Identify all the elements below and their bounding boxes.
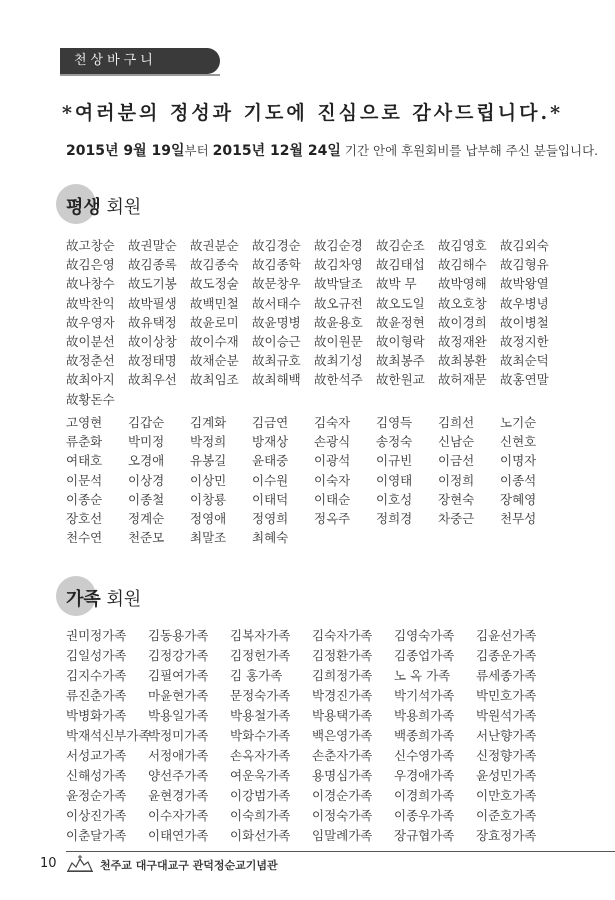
member-name: 정영희 bbox=[252, 510, 289, 526]
member-name: 신현호 bbox=[500, 434, 537, 450]
lifetime-section-title bbox=[66, 193, 141, 219]
section-banner bbox=[60, 48, 220, 74]
member-name: 이강범가족 bbox=[230, 788, 291, 803]
footer-organization: 천주교 대구대교구 관덕정순교기념관 bbox=[100, 859, 278, 872]
period-description bbox=[66, 140, 599, 160]
member-name: 故우영자 bbox=[66, 314, 115, 330]
member-name: 이상경 bbox=[128, 472, 165, 488]
member-name: 故백민철 bbox=[190, 295, 239, 311]
member-name: 김일성가족 bbox=[66, 648, 127, 663]
member-name: 이태순 bbox=[314, 491, 351, 507]
member-name: 故최순덕 bbox=[500, 353, 549, 369]
member-name: 故김해수 bbox=[438, 257, 487, 273]
member-name: 故김태섭 bbox=[376, 257, 425, 273]
member-name: 故이경희 bbox=[438, 314, 487, 330]
member-name: 故문창우 bbox=[252, 276, 301, 292]
member-name: 천무성 bbox=[500, 510, 537, 526]
member-name: 이종순 bbox=[66, 491, 103, 507]
member-name: 장현숙 bbox=[438, 491, 475, 507]
member-name: 정계순 bbox=[128, 510, 165, 526]
member-name: 故오호창 bbox=[438, 295, 487, 311]
family-title-rest: 회원 bbox=[100, 589, 142, 610]
member-name: 故김외숙 bbox=[500, 238, 549, 253]
footer-divider bbox=[66, 851, 615, 852]
member-name: 정영애 bbox=[190, 510, 227, 526]
start-date: 2015년 9월 19일 bbox=[66, 143, 185, 159]
member-name: 이경희가족 bbox=[394, 788, 455, 803]
member-name: 故허재문 bbox=[438, 372, 487, 388]
member-name: 故서태수 bbox=[252, 295, 301, 311]
member-name: 용명심가족 bbox=[312, 768, 373, 783]
member-name: 고영현 bbox=[66, 415, 103, 430]
member-name: 故김차영 bbox=[314, 257, 363, 273]
member-name: 이태덕 bbox=[252, 491, 289, 507]
member-name: 임말례가족 bbox=[312, 828, 373, 843]
member-name: 손옥자가족 bbox=[230, 748, 291, 763]
subtitle-rest: 기간 안에 후원회비를 납부해 주신 분들입니다. bbox=[340, 143, 599, 158]
member-name: 故김종숙 bbox=[190, 257, 239, 273]
member-name: 이금선 bbox=[438, 453, 475, 469]
member-name: 권미정가족 bbox=[66, 628, 127, 643]
member-name: 故한원교 bbox=[376, 372, 425, 388]
member-name: 이정숙가족 bbox=[312, 808, 373, 823]
family-section-header bbox=[56, 576, 256, 616]
member-name: 故오도일 bbox=[376, 295, 425, 311]
member-name: 윤태중 bbox=[252, 453, 289, 469]
member-name: 이준호가족 bbox=[476, 808, 537, 823]
member-name: 김정강가족 bbox=[148, 648, 209, 663]
member-name: 김숙자가족 bbox=[312, 628, 373, 643]
member-name: 이정희 bbox=[438, 472, 475, 488]
member-name: 이호성 bbox=[376, 491, 413, 507]
member-name: 장혜영 bbox=[500, 491, 537, 507]
member-name: 박기석가족 bbox=[394, 688, 455, 703]
member-name: 김숙자 bbox=[314, 415, 351, 430]
member-name: 김 홍가족 bbox=[230, 668, 283, 683]
member-name: 노 옥 가족 bbox=[394, 668, 451, 683]
member-name: 故이수재 bbox=[190, 333, 239, 349]
member-name: 마윤현가족 bbox=[148, 688, 209, 703]
member-name: 김종운가족 bbox=[476, 648, 537, 663]
member-name: 이춘달가족 bbox=[66, 828, 127, 843]
member-name: 이상진가족 bbox=[66, 808, 127, 823]
member-name: 방재상 bbox=[252, 434, 289, 450]
member-name: 신수영가족 bbox=[394, 748, 455, 763]
member-name: 이수자가족 bbox=[148, 808, 209, 823]
member-name: 故홍연말 bbox=[500, 372, 549, 388]
member-name: 정희경 bbox=[376, 510, 413, 526]
member-name: 송정숙 bbox=[376, 434, 413, 450]
member-name: 故오규전 bbox=[314, 295, 363, 311]
member-name: 신남순 bbox=[438, 434, 475, 450]
member-name: 서정애가족 bbox=[148, 748, 209, 763]
member-name: 故이원문 bbox=[314, 333, 363, 349]
member-name: 박용택가족 bbox=[312, 708, 373, 723]
member-name: 윤정순가족 bbox=[66, 788, 127, 803]
member-name: 백종희가족 bbox=[394, 728, 455, 743]
member-name: 이종우가족 bbox=[394, 808, 455, 823]
member-name: 故정태명 bbox=[128, 353, 177, 369]
member-name: 류춘화 bbox=[66, 434, 103, 450]
member-name: 故한석주 bbox=[314, 372, 363, 388]
member-name: 박정미가족 bbox=[148, 728, 209, 743]
member-name: 이경순가족 bbox=[312, 788, 373, 803]
member-name: 장호선 bbox=[66, 510, 103, 526]
member-name: 류세종가족 bbox=[476, 668, 537, 683]
lifetime-member-list bbox=[66, 413, 562, 547]
member-name: 김갑순 bbox=[128, 415, 165, 430]
member-name: 장효정가족 bbox=[476, 828, 537, 843]
member-name: 故박 무 bbox=[376, 276, 417, 292]
member-name: 김희선 bbox=[438, 415, 475, 430]
member-name: 故최기성 bbox=[314, 353, 363, 369]
member-name: 박화수가족 bbox=[230, 728, 291, 743]
member-name: 故윤정현 bbox=[376, 314, 425, 330]
banner-underline bbox=[60, 74, 220, 76]
member-name: 故고창순 bbox=[66, 238, 115, 253]
member-name: 천준모 bbox=[128, 530, 165, 546]
member-name: 양선주가족 bbox=[148, 768, 209, 783]
member-name: 이종철 bbox=[128, 491, 165, 507]
member-name: 故정춘선 bbox=[66, 353, 115, 369]
member-name: 故황돈수 bbox=[66, 391, 115, 407]
member-name: 김희정가족 bbox=[312, 668, 373, 683]
member-name: 박경진가족 bbox=[312, 688, 373, 703]
member-name: 故윤명병 bbox=[252, 314, 301, 330]
member-name: 故정지한 bbox=[500, 333, 549, 349]
member-name: 故김순경 bbox=[314, 238, 363, 253]
member-name: 윤성민가족 bbox=[476, 768, 537, 783]
member-name: 故최해백 bbox=[252, 372, 301, 388]
member-name: 신해성가족 bbox=[66, 768, 127, 783]
thanks-heading: *여러분의 정성과 기도에 진심으로 감사드립니다.* bbox=[62, 102, 564, 124]
member-name: 최혜숙 bbox=[252, 530, 289, 546]
member-name: 故박왕열 bbox=[500, 276, 549, 292]
family-member-list bbox=[66, 626, 558, 846]
member-name: 박용일가족 bbox=[148, 708, 209, 723]
family-section-title bbox=[66, 585, 141, 611]
member-name: 故김종록 bbox=[128, 257, 177, 273]
member-name: 故윤용호 bbox=[314, 314, 363, 330]
member-name: 故도정술 bbox=[190, 276, 239, 292]
member-name: 서성교가족 bbox=[66, 748, 127, 763]
member-name: 故채순분 bbox=[190, 353, 239, 369]
member-name: 故최우선 bbox=[128, 372, 177, 388]
member-name: 故권말순 bbox=[128, 238, 177, 253]
member-name: 이명자 bbox=[500, 453, 537, 469]
member-name: 정옥주 bbox=[314, 510, 351, 526]
member-name: 백은영가족 bbox=[312, 728, 373, 743]
member-name: 이규빈 bbox=[376, 453, 413, 469]
member-name: 故김순조 bbox=[376, 238, 425, 253]
member-name: 故최봉환 bbox=[438, 353, 487, 369]
member-name: 우경애가족 bbox=[394, 768, 455, 783]
member-name: 故윤로미 bbox=[190, 314, 239, 330]
member-name: 故최봉주 bbox=[376, 353, 425, 369]
member-name: 윤현경가족 bbox=[148, 788, 209, 803]
member-name: 故권분순 bbox=[190, 238, 239, 253]
member-name: 故이형락 bbox=[376, 333, 425, 349]
member-name: 故김종학 bbox=[252, 257, 301, 273]
member-name: 이영태 bbox=[376, 472, 413, 488]
member-name: 노기순 bbox=[500, 415, 537, 430]
member-name: 여태호 bbox=[66, 453, 103, 469]
lifetime-section-header bbox=[56, 184, 256, 224]
member-name: 문정숙가족 bbox=[230, 688, 291, 703]
member-name: 이화선가족 bbox=[230, 828, 291, 843]
member-name: 故박영해 bbox=[438, 276, 487, 292]
member-name: 故박필생 bbox=[128, 295, 177, 311]
member-name: 손춘자가족 bbox=[312, 748, 373, 763]
member-name: 박병화가족 bbox=[66, 708, 127, 723]
member-name: 故도기봉 bbox=[128, 276, 177, 292]
member-name: 박원석가족 bbox=[476, 708, 537, 723]
member-name: 故이분선 bbox=[66, 333, 115, 349]
member-name: 손광식 bbox=[314, 434, 351, 450]
member-name: 이창룡 bbox=[190, 491, 227, 507]
family-title-bold: 가족 bbox=[66, 589, 101, 610]
member-name: 故박달조 bbox=[314, 276, 363, 292]
member-name: 故정재완 bbox=[438, 333, 487, 349]
member-name: 김정환가족 bbox=[312, 648, 373, 663]
member-name: 박민호가족 bbox=[476, 688, 537, 703]
member-name: 이숙희가족 bbox=[230, 808, 291, 823]
banner-title: 천상바구니 bbox=[74, 53, 157, 68]
member-name: 故박찬익 bbox=[66, 295, 115, 311]
member-name: 故우병녕 bbox=[500, 295, 549, 311]
member-name: 류진춘가족 bbox=[66, 688, 127, 703]
member-name: 故이상창 bbox=[128, 333, 177, 349]
member-name: 최말조 bbox=[190, 530, 227, 546]
member-name: 故유택정 bbox=[128, 314, 177, 330]
subtitle-from: 부터 bbox=[184, 143, 213, 158]
member-name: 故이병철 bbox=[500, 314, 549, 330]
member-name: 김계화 bbox=[190, 415, 227, 430]
member-name: 박정희 bbox=[190, 434, 227, 450]
member-name: 이광석 bbox=[314, 453, 351, 469]
lifetime-title-bold: 평생 bbox=[66, 197, 101, 218]
member-name: 박용희가족 bbox=[394, 708, 455, 723]
member-name: 박재석신부가족 bbox=[66, 728, 151, 743]
member-name: 故최임조 bbox=[190, 372, 239, 388]
member-name: 이만호가족 bbox=[476, 788, 537, 803]
member-name: 김금연 bbox=[252, 415, 289, 430]
member-name: 故김영호 bbox=[438, 238, 487, 253]
member-name: 유봉길 bbox=[190, 453, 227, 469]
member-name: 이종석 bbox=[500, 472, 537, 488]
end-date: 2015년 12월 24일 bbox=[212, 143, 341, 159]
member-name: 김종업가족 bbox=[394, 648, 455, 663]
member-name: 김지수가족 bbox=[66, 668, 127, 683]
member-name: 김필여가족 bbox=[148, 668, 209, 683]
member-name: 박용철가족 bbox=[230, 708, 291, 723]
member-name: 故최아지 bbox=[66, 372, 115, 388]
member-name: 서난향가족 bbox=[476, 728, 537, 743]
member-name: 故나창수 bbox=[66, 276, 115, 292]
member-name: 故최규호 bbox=[252, 353, 301, 369]
member-name: 김영숙가족 bbox=[394, 628, 455, 643]
member-name: 천수연 bbox=[66, 530, 103, 546]
member-name: 김정헌가족 bbox=[230, 648, 291, 663]
member-name: 장규협가족 bbox=[394, 828, 455, 843]
member-name: 故김경순 bbox=[252, 238, 301, 253]
page-number: 10 bbox=[40, 856, 57, 871]
member-name: 박미정 bbox=[128, 434, 165, 450]
member-name: 여운욱가족 bbox=[230, 768, 291, 783]
member-name: 김영득 bbox=[376, 415, 413, 430]
member-name: 김복자가족 bbox=[230, 628, 291, 643]
member-name: 오경애 bbox=[128, 453, 165, 469]
member-name: 신정향가족 bbox=[476, 748, 537, 763]
member-name: 이태연가족 bbox=[148, 828, 209, 843]
deceased-member-list bbox=[66, 236, 562, 409]
member-name: 김동용가족 bbox=[148, 628, 209, 643]
member-name: 이숙자 bbox=[314, 472, 351, 488]
church-logo-icon bbox=[66, 853, 94, 873]
member-name: 차중근 bbox=[438, 510, 475, 526]
member-name: 故김은영 bbox=[66, 257, 115, 273]
member-name: 故이승근 bbox=[252, 333, 301, 349]
member-name: 이문석 bbox=[66, 472, 103, 488]
lifetime-title-rest: 회원 bbox=[100, 197, 142, 218]
member-name: 김윤선가족 bbox=[476, 628, 537, 643]
member-name: 故김형유 bbox=[500, 257, 549, 273]
member-name: 이수원 bbox=[252, 472, 289, 488]
member-name: 이상민 bbox=[190, 472, 227, 488]
